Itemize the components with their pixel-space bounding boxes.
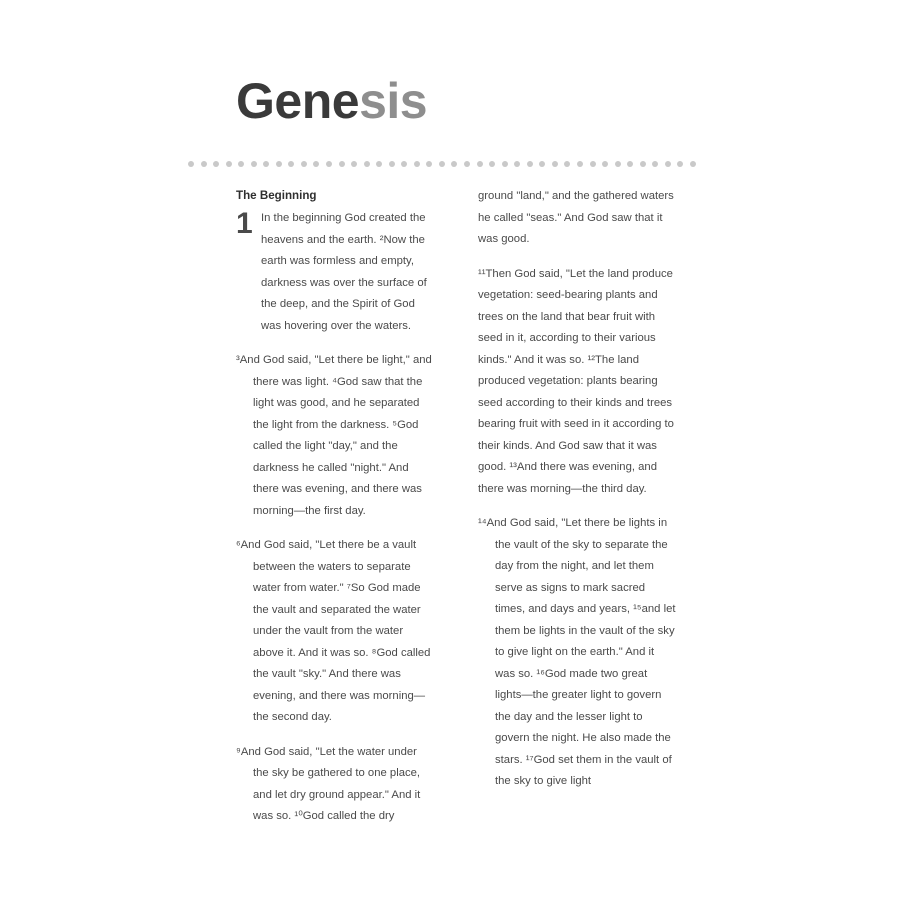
divider-dot bbox=[552, 161, 558, 167]
divider-dot bbox=[564, 161, 570, 167]
divider-dot bbox=[401, 161, 407, 167]
paragraph-1 bbox=[236, 208, 434, 337]
paragraph-6: ¹¹Then God said, "Let the land produce vegetation: seed-bearing plants and trees on the land that bear fruit with seed in it, according to their various kinds." And it was so. ¹²The land produced vegetation: plants bearing seed according to their kinds and trees bearing fruit with seed in it according to their kinds. And God saw that it was good. ¹³And there was evening, and there was morning—the third day. bbox=[478, 267, 674, 495]
divider-dot bbox=[477, 161, 483, 167]
text-columns bbox=[236, 186, 676, 876]
divider-dot bbox=[527, 161, 533, 167]
divider-dot bbox=[539, 161, 545, 167]
paragraph-2: ³And God said, "Let there be light," and there was light. ⁴God saw that the light was good, and he separated the light from the darkness. ⁵God called the light "day," and the darkness he called "night." And there was evening, and there was morning—the first day. bbox=[236, 354, 432, 517]
divider-dot bbox=[238, 161, 244, 167]
right-column bbox=[478, 186, 676, 876]
divider-dot bbox=[226, 161, 232, 167]
divider-dot bbox=[464, 161, 470, 167]
page-title-dark: Gene bbox=[236, 73, 360, 129]
divider-dot bbox=[502, 161, 508, 167]
divider-dot bbox=[389, 161, 395, 167]
paragraph-7: ¹⁴And God said, "Let there be lights in the vault of the sky to separate the day from the night, and let them serve as signs to mark sacred times, and days and years, ¹⁵and let them be lights in the vault of the sky to give light on the earth." And it was so. ¹⁶God made two great lights—the greater light to govern the day and the lesser light to govern the night. He also made the stars. ¹⁷God set them in the vault of the sky to give light bbox=[478, 517, 676, 787]
divider-dot bbox=[690, 161, 696, 167]
divider-dot bbox=[414, 161, 420, 167]
divider-dot bbox=[677, 161, 683, 167]
divider-dot bbox=[489, 161, 495, 167]
divider-dot bbox=[276, 161, 282, 167]
divider-dot bbox=[339, 161, 345, 167]
divider-dot bbox=[351, 161, 357, 167]
divider-dot bbox=[577, 161, 583, 167]
divider-dot bbox=[665, 161, 671, 167]
divider-dot bbox=[439, 161, 445, 167]
divider-dot bbox=[301, 161, 307, 167]
divider-dot bbox=[602, 161, 608, 167]
divider-dot bbox=[364, 161, 370, 167]
paragraph-5: ground "land," and the gathered waters he called "seas." And God saw that it was good. bbox=[478, 190, 674, 245]
divider-dot bbox=[514, 161, 520, 167]
divider-dot bbox=[376, 161, 382, 167]
divider-dot bbox=[313, 161, 319, 167]
divider-dot bbox=[201, 161, 207, 167]
chapter-number: 1 bbox=[236, 207, 253, 240]
divider-dot bbox=[615, 161, 621, 167]
page-title-light: sis bbox=[359, 73, 428, 129]
section-heading: The Beginning bbox=[236, 189, 317, 202]
divider-dot bbox=[263, 161, 269, 167]
divider-dot bbox=[326, 161, 332, 167]
divider-dot bbox=[426, 161, 432, 167]
divider-dot bbox=[652, 161, 658, 167]
paragraph-3: ⁶And God said, "Let there be a vault between the waters to separate water from water." ⁷So God made the vault and separated the water under the vault from the water above it. And it was so. ⁸God called the vault "sky." And there was evening, and there was morning—the second day. bbox=[236, 539, 431, 723]
paragraph-4: ⁹And God said, "Let the water under the sky be gathered to one place, and let dry ground appear." And it was so. ¹⁰God called the dry bbox=[236, 745, 421, 822]
divider-dot bbox=[640, 161, 646, 167]
divider-dot bbox=[251, 161, 257, 167]
divider-dot bbox=[590, 161, 596, 167]
paragraph-1-text: In the beginning God created the heavens and the earth. ²Now the earth was formless and empty, darkness was over the surface of the deep, and the Spirit of God was hovering over the waters. bbox=[261, 212, 427, 332]
dotted-divider bbox=[188, 160, 696, 168]
divider-dot bbox=[188, 161, 194, 167]
divider-dot bbox=[213, 161, 219, 167]
divider-dot bbox=[288, 161, 294, 167]
divider-dot bbox=[451, 161, 457, 167]
left-column bbox=[236, 186, 434, 876]
divider-dot bbox=[627, 161, 633, 167]
page-title bbox=[236, 72, 427, 130]
